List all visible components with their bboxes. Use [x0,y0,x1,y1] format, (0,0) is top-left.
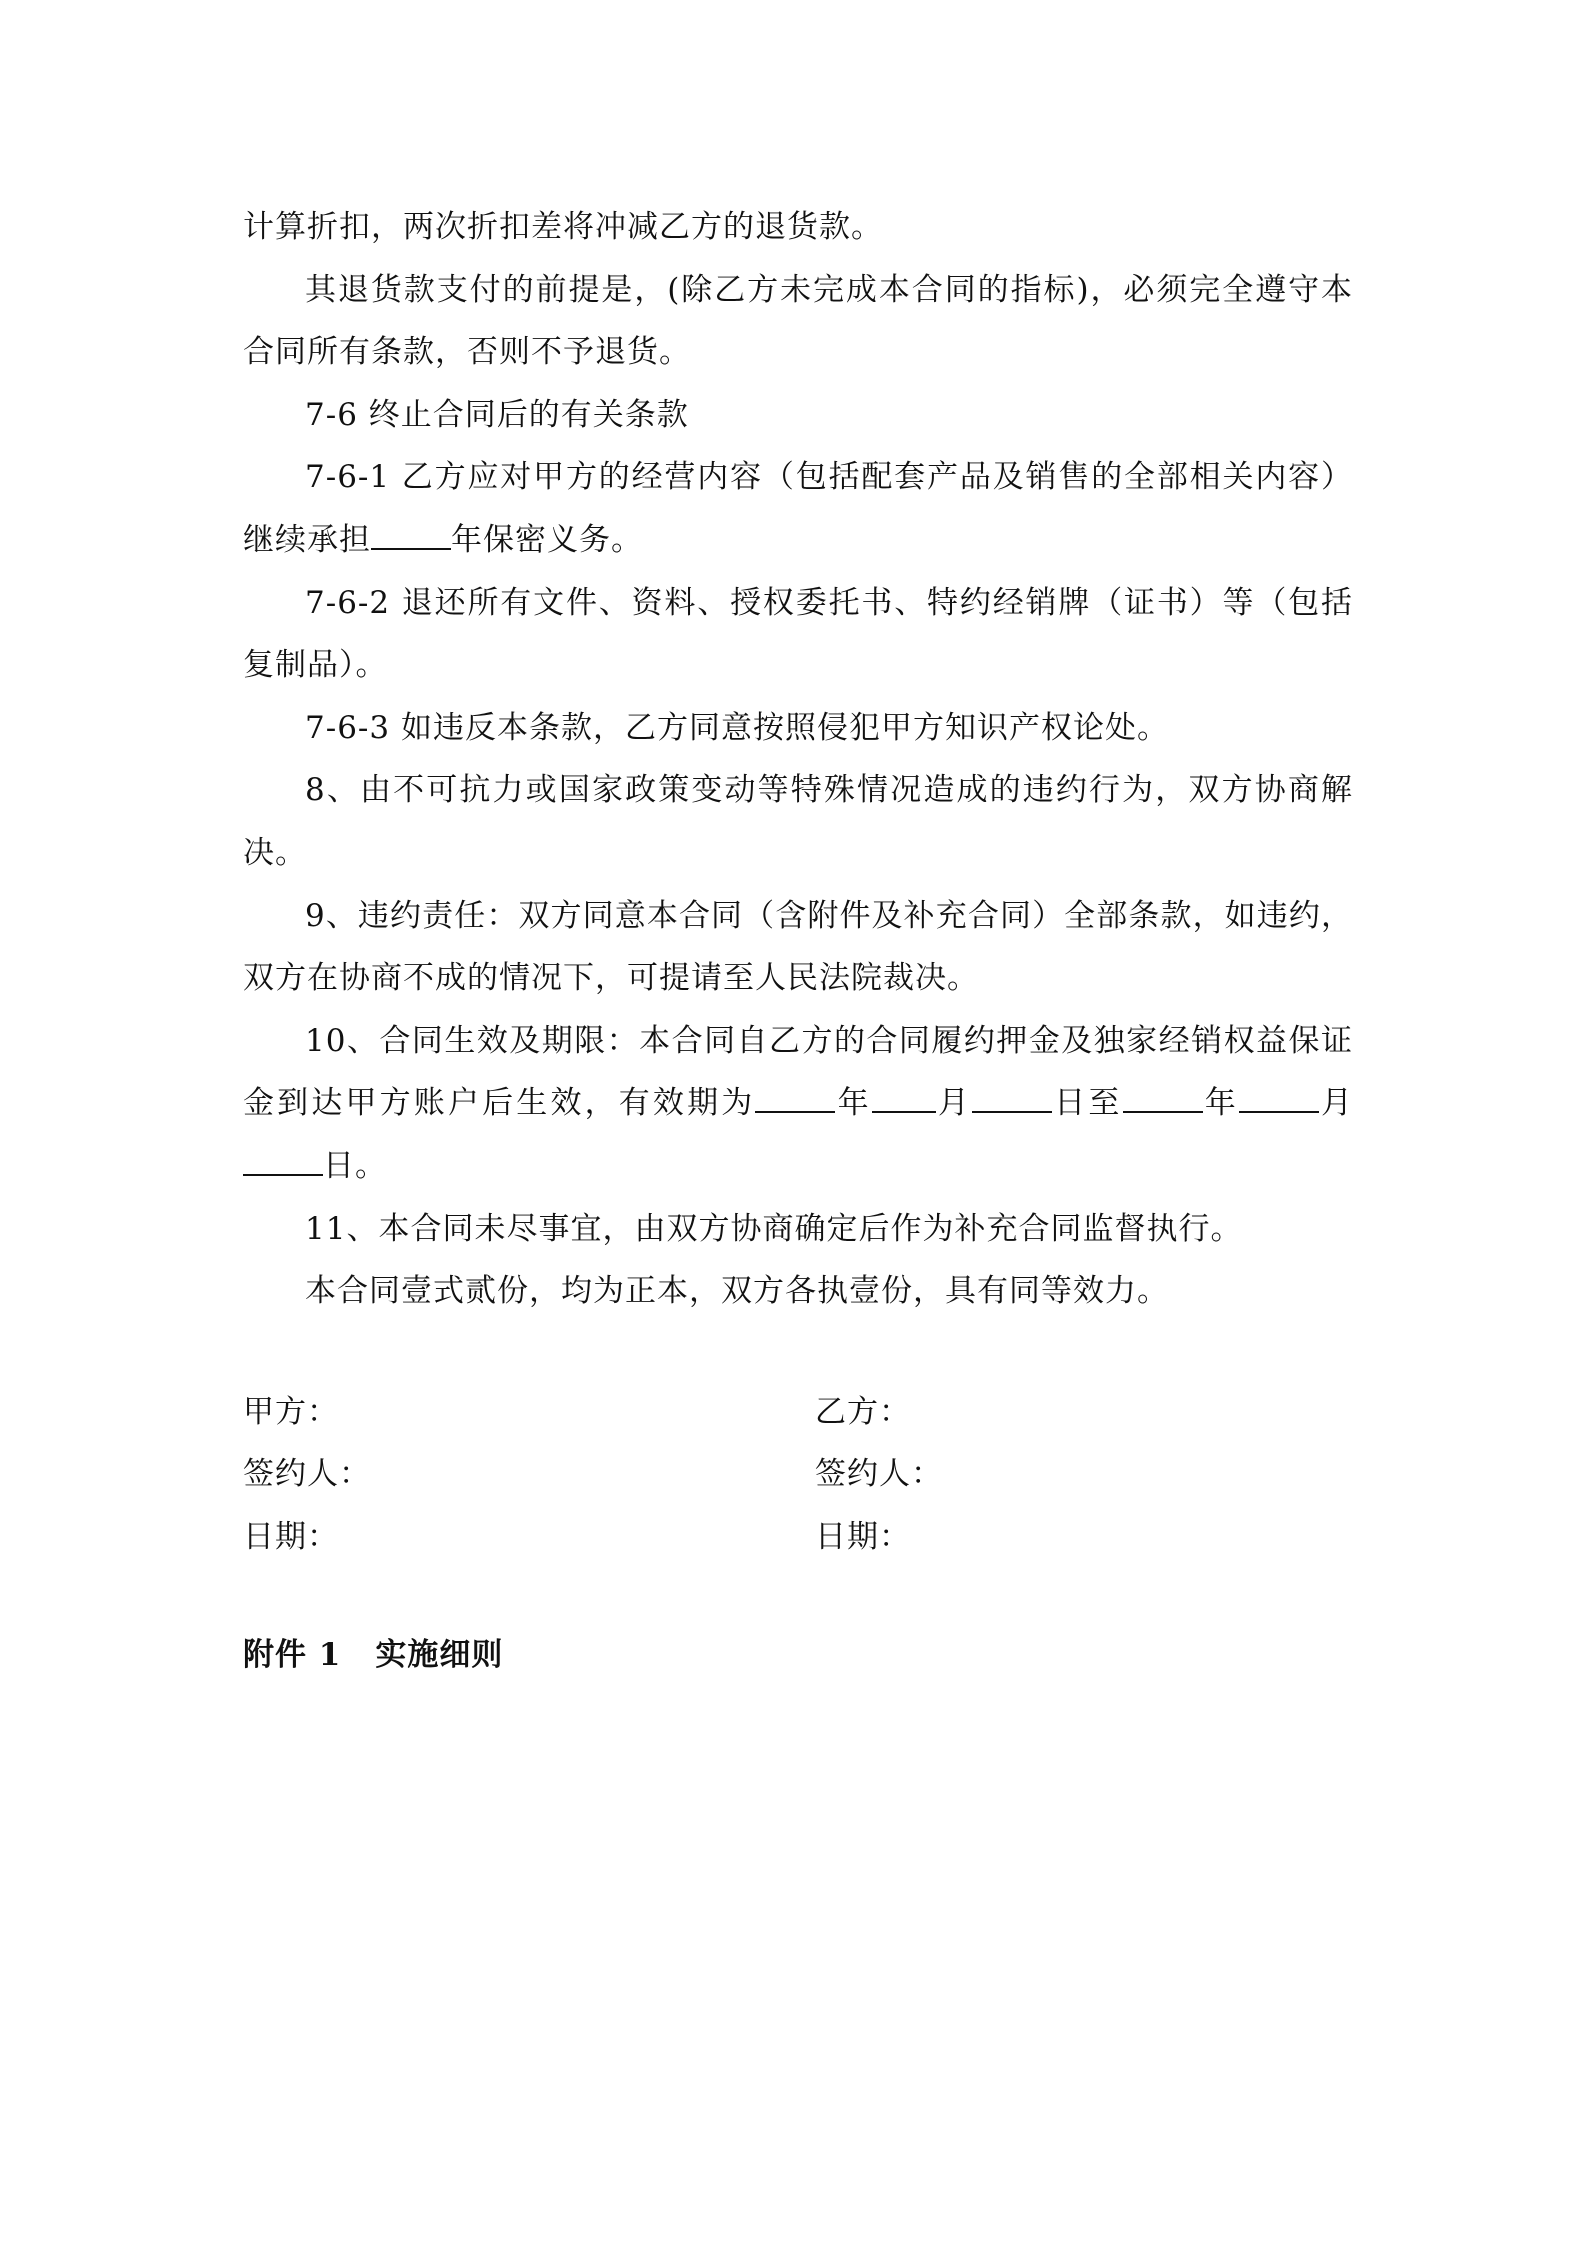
paragraph-discount-offset [243,196,1353,259]
date-unit: 月 [935,1085,973,1122]
fill-blank-end-day[interactable] [243,1147,323,1176]
fill-blank-end-year[interactable] [1123,1084,1203,1113]
paragraph-text: 7-6-3 如违反本条款，乙方同意按照侵犯甲方知识产权论处。 [305,709,1169,746]
paragraph-text: 8、由不可抗力或国家政策变动等特殊情况造成的违约行为，双方协商解决。 [243,772,1353,871]
paragraph-text: 其退货款支付的前提是，(除乙方未完成本合同的指标)，必须完全遵守本合同所有条款，否则不予退货。 [243,271,1353,371]
attachment-title: 实施细则 [375,1637,504,1674]
signer-a-label: 签约人： [243,1456,371,1493]
clause-11 [243,1198,1353,1261]
clause-7-6-heading [243,384,1353,447]
signature-row-party [243,1381,1353,1444]
signature-row-date [243,1506,1353,1569]
paragraph-text: 本合同壹式贰份，均为正本，双方各执壹份，具有同等效力。 [305,1273,1169,1310]
clause-7-6-2 [243,572,1353,697]
date-a-label: 日期： [243,1518,339,1555]
paragraph-text: 7-6-1 乙方应对甲方的经营内容（包括配套产品及销售的全部相关内容）继续承担 [243,459,1353,558]
date-unit: 月 [1318,1085,1354,1122]
paragraph-text: 10、合同生效及期限：本合同自乙方的合同履约押金及独家经销权益保证金到达甲方账户后生效，有效期为 [243,1022,1353,1122]
date-b-label: 日期： [815,1518,911,1555]
paragraph-text: 7-6 终止合同后的有关条款 [305,396,689,433]
section-spacer [243,1323,1353,1381]
date-unit: 日。 [323,1147,387,1184]
fill-blank-years[interactable] [371,521,451,550]
date-unit: 日至 [1052,1085,1123,1122]
paragraph-text: 7-6-2 退还所有文件、资料、授权委托书、特约经销牌（证书）等（包括复制品）。 [243,584,1353,684]
date-unit: 年 [835,1085,872,1122]
clause-8 [243,759,1353,884]
clause-9 [243,885,1353,1010]
paragraph-text: 年保密义务。 [451,521,643,558]
fill-blank-start-month[interactable] [872,1084,936,1113]
clause-7-6-1 [243,446,1353,571]
paragraph-refund-precondition [243,259,1353,384]
clause-10 [243,1010,1353,1198]
signature-row-signer [243,1443,1353,1506]
paragraph-copies [243,1260,1353,1323]
party-b-label: 乙方： [815,1393,911,1430]
document-body [243,196,1353,1687]
attachment-label: 附件 1 [243,1637,342,1674]
clause-7-6-3 [243,697,1353,760]
paragraph-text: 11、本合同未尽事宜，由双方协商确定后作为补充合同监督执行。 [305,1210,1243,1247]
fill-blank-end-month[interactable] [1239,1084,1319,1113]
fill-blank-start-day[interactable] [972,1084,1052,1113]
paragraph-text: 计算折扣，两次折扣差将冲减乙方的退货款。 [243,209,883,245]
party-a-label: 甲方： [243,1393,339,1430]
date-unit: 年 [1202,1085,1239,1122]
paragraph-text: 9、违约责任：双方同意本合同（含附件及补充合同）全部条款，如违约，双方在协商不成的情况下，可提请至人民法院裁决。 [243,897,1353,997]
attachment-heading [243,1624,1353,1687]
signer-b-label: 签约人： [815,1456,943,1493]
fill-blank-start-year[interactable] [755,1084,835,1113]
